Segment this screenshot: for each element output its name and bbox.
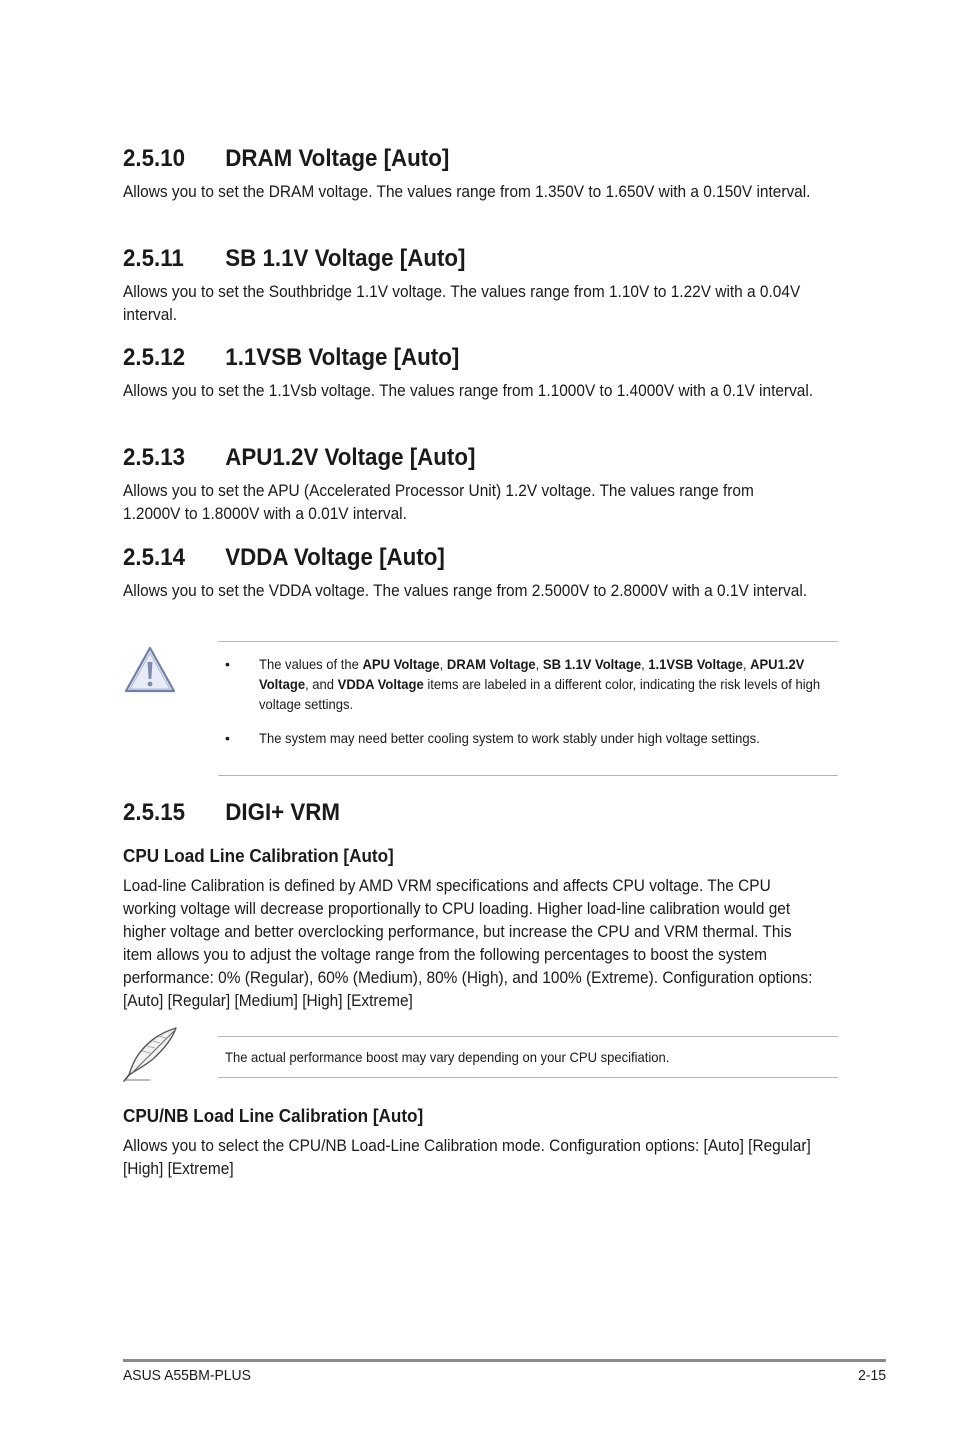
section-heading: 2.5.11 SB 1.1V Voltage [Auto] — [123, 245, 466, 272]
quill-pen-icon — [120, 1025, 182, 1083]
section-body: Allows you to set the 1.1Vsb voltage. The values range from 1.1000V to 1.4000V with a 0.1V interval. — [123, 382, 814, 400]
section-2-5-11 — [123, 245, 838, 327]
section-heading: 2.5.12 1.1VSB Voltage [Auto] — [123, 344, 460, 371]
subsection-body: Load-line Calibration is defined by AMD VRM specifications and affects CPU voltage. The CPU working voltage will decrease proportionally to CPU loading. Higher load-line calibration would get higher voltage and better overclocking performance, but increase the CPU and VRM thermal. This item allows you to adjust the voltage range from the following percentages to boost the system performance: 0% (Regular), 60% (Medium), 80% (High), and 100% (Extreme). Configuration options: [Auto] [Regular] [Medium] [High] [Extreme] — [123, 877, 813, 1010]
section-2-5-12 — [123, 344, 838, 403]
section-2-5-15 — [123, 799, 838, 827]
section-body: Allows you to set the DRAM voltage. The values range from 1.350V to 1.650V with a 0.150V interval. — [123, 183, 811, 201]
subsection-cpu-llc — [123, 875, 838, 1013]
note-text: The actual performance boost may vary depending on your CPU specifiation. — [225, 1049, 670, 1065]
section-heading: 2.5.15 DIGI+ VRM — [123, 799, 341, 826]
caution-item-2: • The system may need better cooling system to work stably under high voltage settings. — [225, 730, 760, 746]
section-body: Allows you to set the VDDA voltage. The values range from 2.5000V to 2.8000V with a 0.1V interval. — [123, 582, 808, 600]
section-heading: 2.5.13 APU1.2V Voltage [Auto] — [123, 444, 476, 471]
section-2-5-10 — [123, 145, 838, 204]
section-2-5-13 — [123, 444, 838, 526]
section-body: Allows you to set the APU (Accelerated Processor Unit) 1.2V voltage. The values range from 1.2000V to 1.8000V with a 0.01V interval. — [123, 482, 754, 523]
section-heading: 2.5.10 DRAM Voltage [Auto] — [123, 145, 450, 172]
warning-triangle-icon — [123, 645, 177, 695]
subsection-heading-cpu-llc: CPU Load Line Calibration [Auto] — [123, 846, 394, 866]
section-2-5-14 — [123, 544, 838, 603]
section-body: Allows you to set the Southbridge 1.1V voltage. The values range from 1.10V to 1.22V with a 0.04V interval. — [123, 283, 801, 324]
note-box — [218, 1036, 838, 1078]
caution-box — [218, 641, 838, 776]
footer-rule — [123, 1359, 886, 1362]
caution-item-1: • The values of the APU Voltage, DRAM Voltage, SB 1.1V Voltage, 1.1VSB Voltage, APU1.2V Voltage, and VDDA Voltage items are labeled in a different color, indicating the risk levels of high voltage settings. — [225, 656, 821, 712]
subsection-heading-cpunb-llc: CPU/NB Load Line Calibration [Auto] — [123, 1106, 424, 1126]
subsection-body: Allows you to select the CPU/NB Load-Line Calibration mode. Configuration options: [Auto] [Regular] [High] [Extreme] — [123, 1137, 811, 1178]
subsection-cpunb-llc — [123, 1135, 838, 1181]
footer-product-name: ASUS A55BM-PLUS — [123, 1367, 251, 1384]
footer-page-number: 2-15 — [858, 1367, 886, 1384]
section-heading: 2.5.14 VDDA Voltage [Auto] — [123, 544, 445, 571]
